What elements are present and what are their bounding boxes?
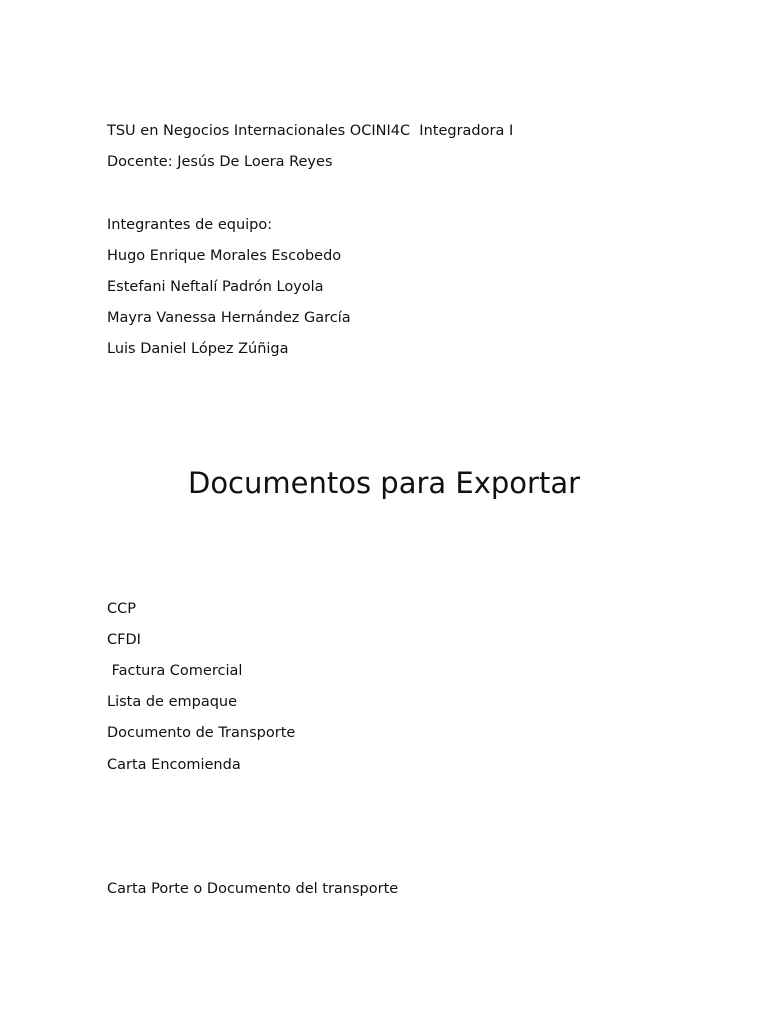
course-line: TSU en Negocios Internacionales OCINI4C Integradora I [107, 123, 514, 139]
document-item: Factura Comercial [107, 663, 243, 679]
document-item: Lista de empaque [107, 694, 238, 710]
team-member: Estefani Neftalí Padrón Loyola [107, 279, 324, 295]
teacher-line: Docente: Jesús De Loera Reyes [107, 154, 333, 170]
team-heading: Integrantes de equipo: [107, 217, 273, 233]
document-item: Documento de Transporte [107, 725, 296, 741]
document-item: Carta Encomienda [107, 757, 241, 773]
page-title: Documentos para Exportar [187, 466, 581, 500]
footer-note: Carta Porte o Documento del transporte [107, 881, 399, 897]
team-member: Luis Daniel López Zúñiga [107, 341, 289, 357]
document-item: CFDI [107, 632, 141, 648]
team-member: Hugo Enrique Morales Escobedo [107, 248, 342, 264]
team-member: Mayra Vanessa Hernández García [107, 310, 351, 326]
document-item: CCP [107, 601, 136, 617]
